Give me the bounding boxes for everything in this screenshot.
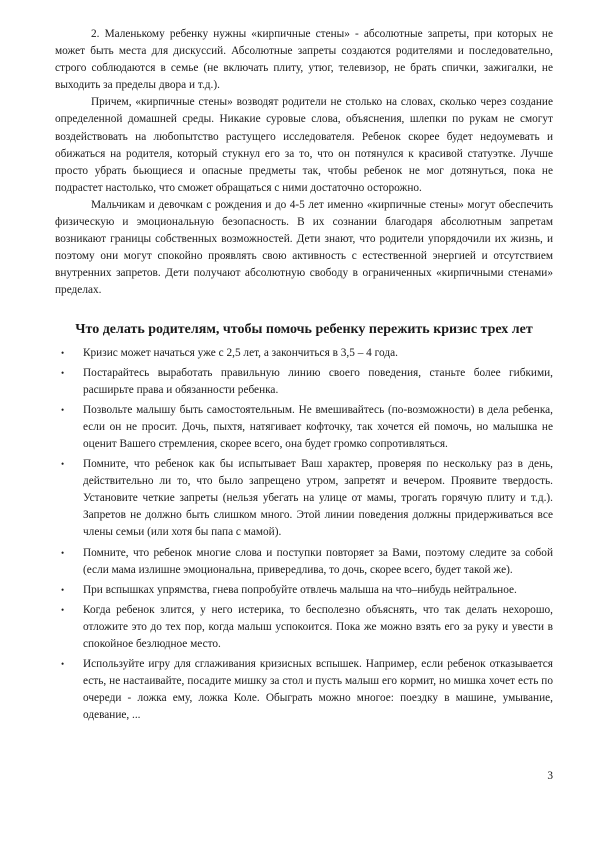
list-item-text: Постарайтесь выработать правильную линию своего поведения, станьте более гибкими, расширьте права и обязанности ребенка. <box>83 366 553 396</box>
list-item <box>55 345 553 362</box>
list-item <box>55 545 553 579</box>
bullet-icon: • <box>61 404 65 415</box>
bullet-icon: • <box>61 584 65 595</box>
bullet-icon: • <box>61 367 65 378</box>
bullet-icon: • <box>61 547 65 558</box>
list-item <box>55 602 553 653</box>
list-item <box>55 402 553 453</box>
list-item-text: Помните, что ребенок многие слова и поступки повторяет за Вами, поэтому следите за собой (если мама излишне эмоциональна, привередлива, то дочь, скорее всего, будет такой же). <box>83 546 553 576</box>
bullet-icon: • <box>61 347 65 358</box>
paragraph-brick-walls: 2. Маленькому ребенку нужны «кирпичные стены» - абсолютные запреты, при которых не может быть места для дискуссий. Абсолютные запреты создаются родителями и последовательно, строго соблюдаются в семье (не включать плиту, утюг, телевизор, не брать спички, зажигалки, не выходить за пределы двора и т.д.). <box>55 28 553 92</box>
page-number: 3 <box>547 770 553 782</box>
list-item-text: Используйте игру для сглаживания кризисных вспышек. Например, если ребенок отказывается есть, не настаивайте, посадите мишку за стол и пусть малыш его кормит, но мишка хочет есть по очереди - ложка ему, ложка Коле. Обыграть можно многое: поездку в машине, умывание, одевание, ... <box>83 658 553 722</box>
document-page <box>55 26 553 727</box>
bullet-icon: • <box>61 604 65 615</box>
bullet-icon: • <box>61 659 65 670</box>
section-heading: Что делать родителям, чтобы помочь ребенку пережить кризис трех лет <box>75 321 533 337</box>
list-item <box>55 456 553 541</box>
paragraph-home-environment: Причем, «кирпичные стены» возводят родители не столько на словах, сколько через создание определенной домашней среды. Никакие суровые слова, объяснения, шлепки по рукам не смогут воздействовать на любопытство растущего исследователя. Ребенок скорее будет недоумевать и обижаться на родителя, который стукнул его за то, что он потянулся к красивой статуэтке. Лучше просто убрать бьющиеся и опасные предметы так, чтобы ребенок не мог дотянуться, пока не подрастет настолько, что сможет обращаться с ними достаточно осторожно. <box>55 96 553 194</box>
list-item <box>55 582 553 599</box>
list-item <box>55 365 553 399</box>
list-item-text: Кризис может начаться уже с 2,5 лет, а закончиться в 3,5 – 4 года. <box>83 346 398 359</box>
list-item <box>55 656 553 724</box>
bullet-icon: • <box>61 459 65 470</box>
list-item-text: Когда ребенок злится, у него истерика, то бесполезно объяснять, что так делать нехорошо, отложите это до тех пор, когда малыш успокоится. Пока же можно взять его за руку и увести в спокойное безлюдное место. <box>83 603 553 650</box>
paragraph-safety: Мальчикам и девочкам с рождения и до 4-5 лет именно «кирпичные стены» могут обеспечить физическую и эмоциональную безопасность. В их сознании благодаря абсолютным запретам возникают границы собственных возможностей. Дети знают, что родители упорядочили их жизнь, и поэтому они могут спокойно проявлять свою активность с естественной энергией и отсутствием внутренних запретов. Дети получают абсолютную свободу в ограниченных «кирпичными стенами» пределах. <box>55 198 553 297</box>
tips-list <box>55 345 553 725</box>
list-item-text: Позвольте малышу быть самостоятельным. Не вмешивайтесь (по-возможности) в дела ребенка, если он не просит. Дочь, пыхтя, натягивает кофточку, так хочется ей помочь, но малышка не оценит Вашего стремления, скорее всего, она будет громко сопротивляться. <box>83 403 553 450</box>
list-item-text: Помните, что ребенок как бы испытывает Ваш характер, проверяя по нескольку раз в день, действительно ли то, что было запрещено утром, запретят и вечером. Проявите твердость. Установите четкие запреты (нельзя убегать на улице от мамы, трогать горячую плиту и т.д.). Запретов не должно быть слишком много. Этой линии поведения должны придерживаться все члены семьи (или хотя бы папа с мамой). <box>83 458 553 539</box>
list-item-text: При вспышках упрямства, гнева попробуйте отвлечь малыша на что–нибудь нейтральное. <box>83 583 517 596</box>
